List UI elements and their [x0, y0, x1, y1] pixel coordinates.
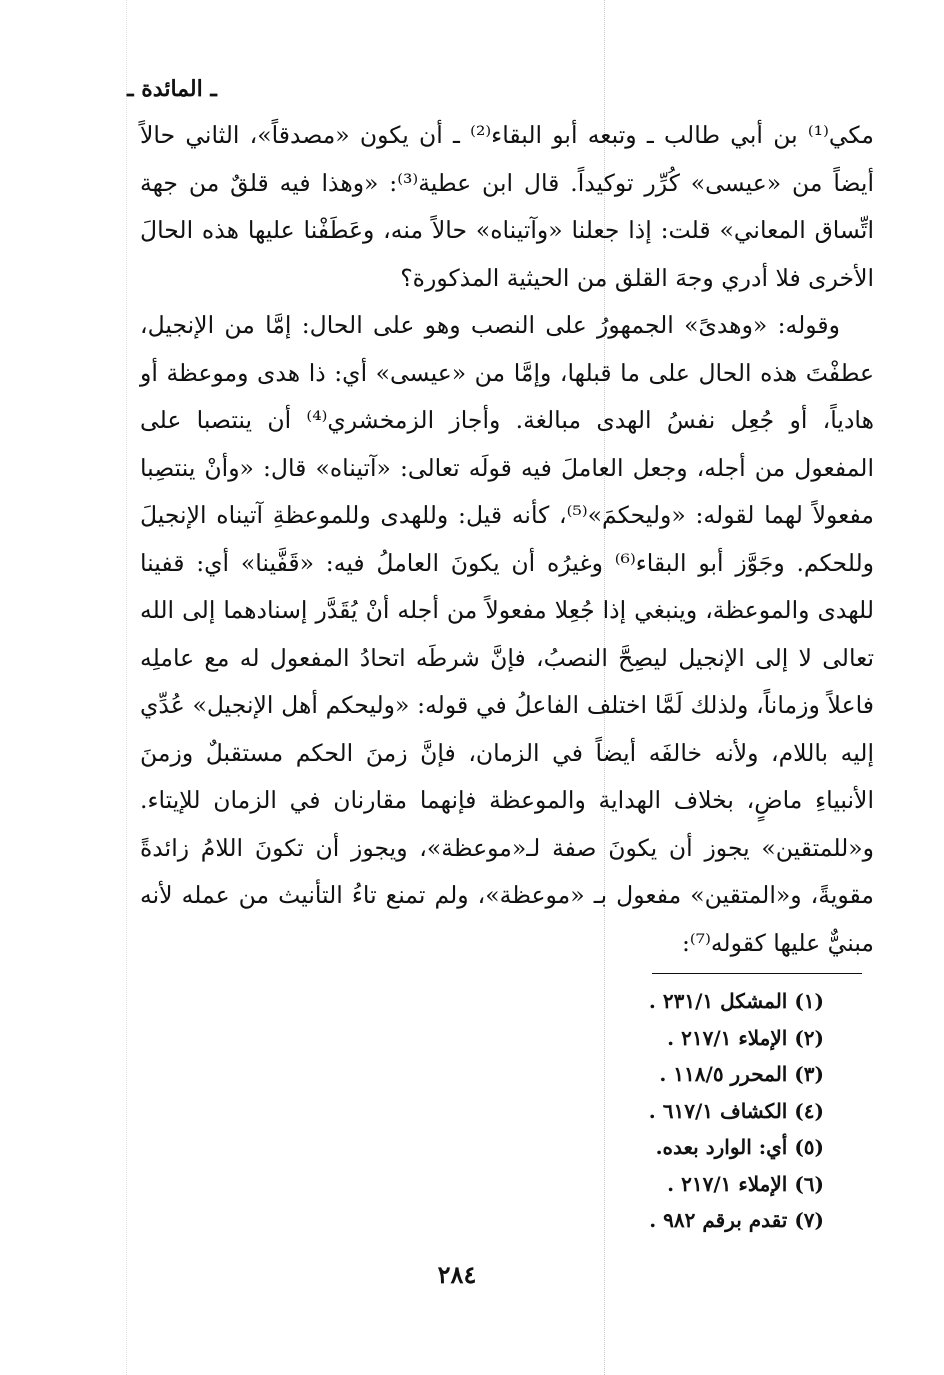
page-number: ٢٨٤ — [437, 1260, 477, 1289]
running-header: ـ المائدة ـ — [127, 76, 217, 102]
paragraph-1: مكي⁽¹⁾ بن أبي طالب ـ وتبعه أبو البقاء⁽²⁾ ـ أن يكون «مصدقاً»، الثاني حالاً أيضاً من «عيسى» كُرِّر توكيداً. قال ابن عطية⁽³⁾: «وهذا فيه قلقٌ من جهة اتِّساق المعاني» قلت: إذا جعلنا «وآتيناه» حالاً منه، وعَطَفْنا عليها هذه الحالَ الأخرى فلا أدري وجهَ القلق من الحيثية المذكورة؟ — [140, 121, 874, 292]
page-fold-line-faint — [126, 0, 127, 1375]
main-text — [140, 112, 874, 967]
footnote-1: (١) المشكل ٢٣١/١ . — [648, 989, 824, 1013]
footnote-6: (٦) الإملاء ٢١٧/١ . — [667, 1171, 824, 1196]
footnote-7: (٧) تقدم برقم ٩٨٢ . — [649, 1208, 824, 1232]
footnotes-list — [404, 983, 824, 1239]
footnote-5: (٥) أي: الوارد بعده. — [655, 1135, 824, 1159]
paragraph-2: وقوله: «وهدىً» الجمهورُ على النصب وهو على الحال: إمَّا من الإنجيل، عطفْتَ هذه الحال على ما قبلها، وإمَّا من «عيسى» أي: ذا هدى وموعظة أو هادياً، أو جُعِل نفسُ الهدى مبالغة. وأجاز الزمخشري⁽⁴⁾ أن ينتصبا على المفعول من أجله، وجعل العاملَ فيه قولَه تعالى: «آتيناه» قال: «وأنْ ينتصِبا مفعولاً لهما لقوله: «وليحكمَ»⁽⁵⁾، كأنه قيل: وللهدى وللموعظةِ آتيناه الإنجيلَ وللحكم. وجَوَّز أبو البقاء⁽⁶⁾ وغيرُه أن يكونَ العاملُ فيه: «قَفَّينا» أي: قفينا للهدى والموعظة، وينبغي إذا جُعِلا مفعولاً من أجله أنْ يُقَدَّر إسنادهما إلى الله تعالى لا إلى الإنجيل ليصِحَّ النصبُ، فإنَّ شرطَه اتحادُ المفعول له مع عاملِه فاعلاً وزماناً، ولذلك لَمَّا اختلف الفاعلُ في قوله: «وليحكم أهل الإنجيل» عُدِّي إليه باللام، ولأنه خالفَه أيضاً في الزمان، فإنَّ زمنَ الحكم مستقبلٌ وزمنَ الأنبياءِ ماضٍ، بخلاف الهداية والموعظة فإنهما مقارنان في الزمان للإيتاء. و«للمتقين» يجوز أن يكونَ صفة لـ«موعظة»، ويجوز أن تكونَ اللامُ زائدةً مقويةً، و«المتقين» مفعول بـ «موعظة»، ولم تمنع تاءُ التأنيث من عمله لأنه مبنيٌّ عليها كقوله⁽⁷⁾: — [140, 311, 874, 957]
footnote-4: (٤) الكشاف ٦١٧/١ . — [648, 1098, 824, 1123]
footnote-2: (٢) الإملاء ٢١٧/١ . — [667, 1025, 824, 1050]
footnote-3: (٣) المحرر ١١٨/٥ . — [659, 1062, 824, 1086]
footnote-separator — [652, 973, 862, 974]
